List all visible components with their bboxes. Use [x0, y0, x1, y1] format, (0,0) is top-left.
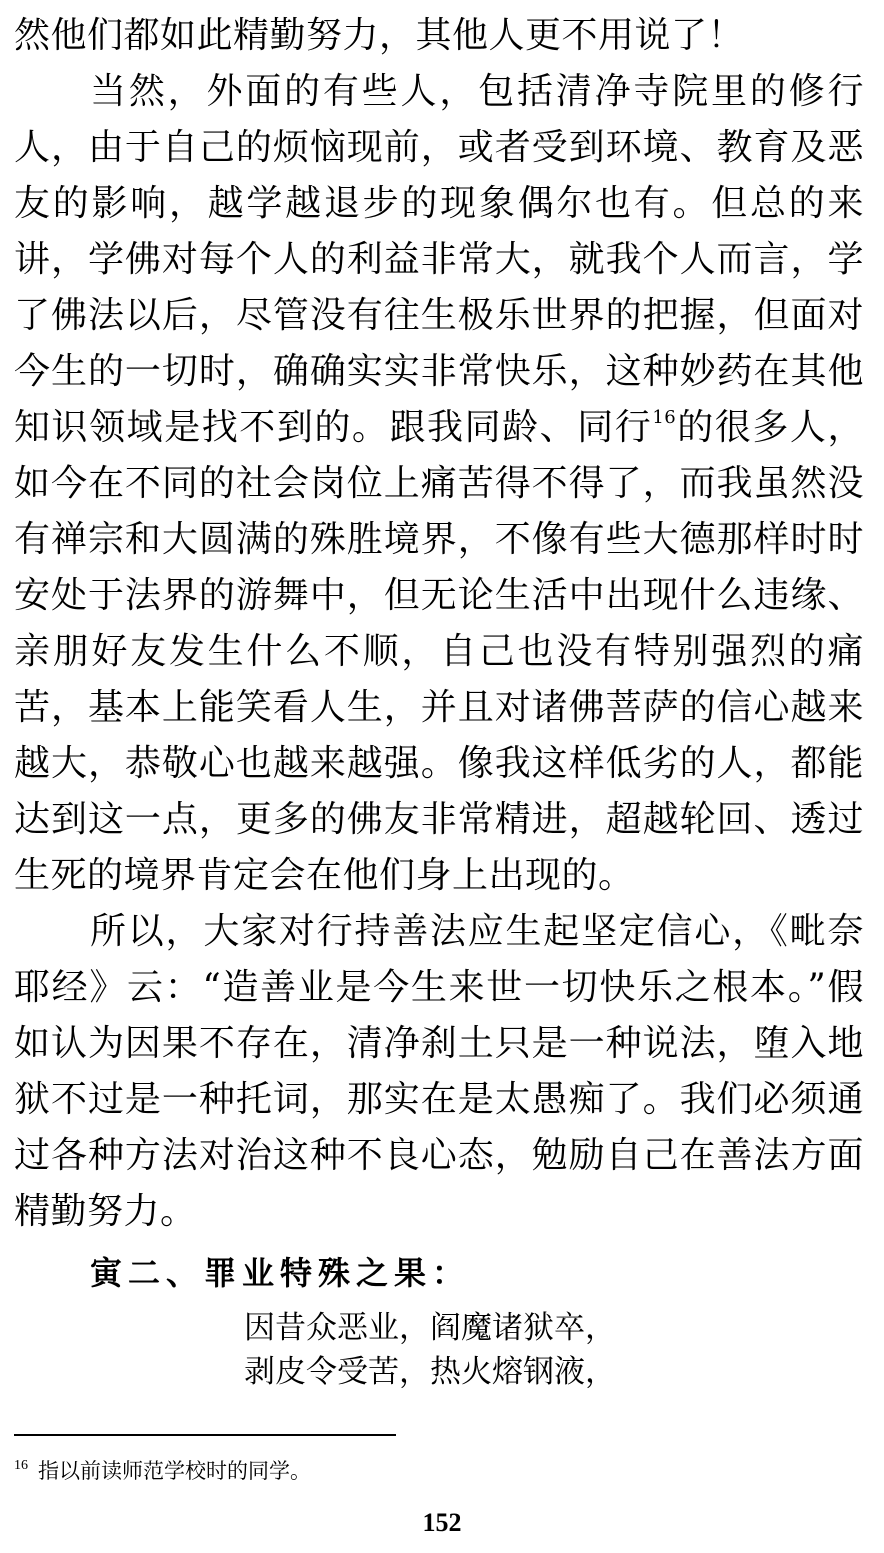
footnote-divider [14, 1434, 396, 1436]
footnote-mark: 16 [14, 1458, 28, 1473]
body-text [14, 8, 864, 1240]
paragraph-1: 然他们都如此精勤努力，其他人更不用说了！ [14, 15, 745, 56]
footnote-reference[interactable]: 16 [652, 407, 677, 428]
verse-line-1: 因昔众恶业，阎魔诸狱卒， [244, 1310, 616, 1346]
page-number: 152 [422, 1508, 462, 1537]
verse-line-2: 剥皮令受苦，热火熔钢液， [244, 1354, 616, 1390]
section-heading: 寅二、罪业特殊之果： [90, 1254, 471, 1292]
paragraph-2-part-2: 的很多人，如今在不同的社会岗位上痛苦得不得了，而我虽然没有禅宗和大圆满的殊胜境界，不像有些大德那样时时安处于法界的游舞中，但无论生活中出现什么违缘、亲朋好友发生什么不顺，自己也没有特别强烈的痛苦，基本上能笑看人生，并且对诸佛菩萨的信心越来越大，恭敬心也越来越强。像我这样低劣的人，都能达到这一点，更多的佛友非常精进，超越轮回、透过生死的境界肯定会在他们身上出现的。 [14, 407, 864, 896]
paragraph-2-part-1: 当然，外面的有些人，包括清净寺院里的修行人，由于自己的烦恼现前，或者受到环境、教育及恶友的影响，越学越退步的现象偶尔也有。但总的来讲，学佛对每个人的利益非常大，就我个人而言，学了佛法以后，尽管没有往生极乐世界的把握，但面对今生的一切时，确确实实非常快乐，这种妙药在其他知识领域是找不到的。跟我同龄、同行 [14, 71, 864, 448]
footnote-text: 指以前读师范学校时的同学。 [38, 1459, 311, 1483]
paragraph-2 [14, 64, 864, 904]
paragraph-3: 所以，大家对行持善法应生起坚定信心，《毗奈耶经》云：“造善业是今生来世一切快乐之根本。”假如认为因果不存在，清净刹土只是一种说法，堕入地狱不过是一种托词，那实在是太愚痴了。我们必须通过各种方法对治这种不良心态，勉励自己在善法方面精勤努力。 [14, 911, 864, 1232]
footnote [14, 1455, 311, 1485]
